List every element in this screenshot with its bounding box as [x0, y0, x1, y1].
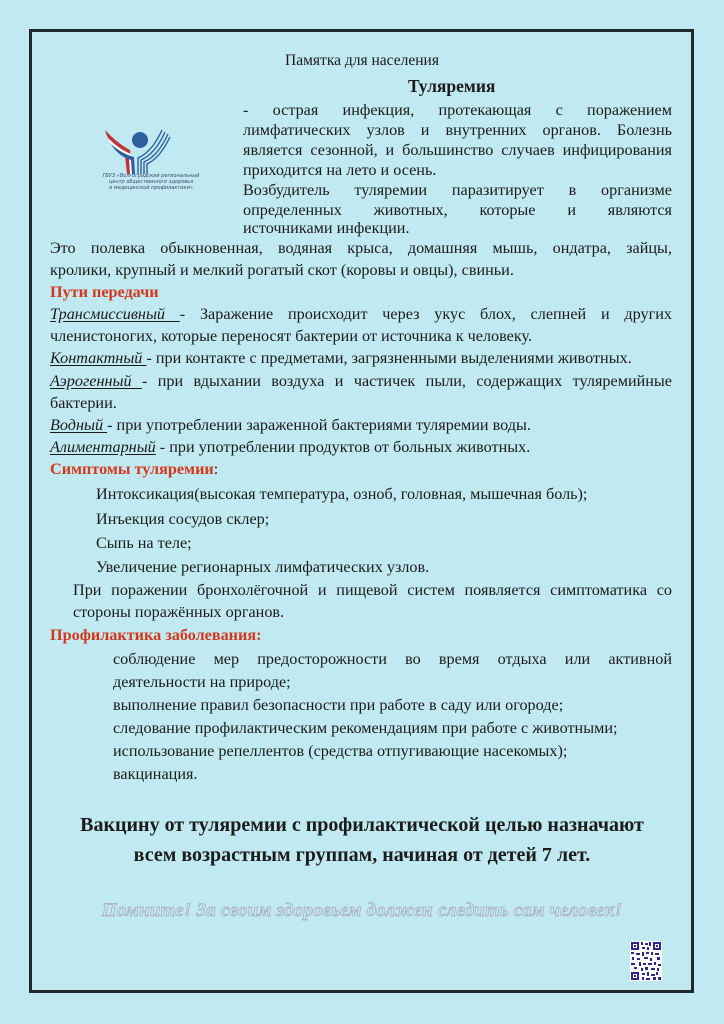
symptoms-note: При поражении бронхолёгочной и пищевой систем появляется симптоматика со [73, 581, 672, 599]
transmission-text: - при употреблении зараженной бактериями туляремии воды. [107, 416, 531, 434]
animals-line: кролики, крупный и мелкий рогатый скот (коровы и овцы), свиньи. [50, 261, 514, 279]
symptoms-heading-colon: : [213, 460, 219, 478]
logo-caption-line: ГБУЗ «Волгоградский региональный [102, 173, 200, 179]
transmission-item [50, 371, 672, 391]
transmission-term: Алиментарный [50, 438, 156, 456]
intro-line: - острая инфекция, протекающая с поражением [243, 101, 672, 119]
logo-caption [96, 173, 206, 191]
transmission-item [50, 437, 530, 457]
transmission-text: - при употреблении продуктов от больных животных. [155, 438, 531, 456]
transmission-item [50, 415, 531, 435]
transmission-cont: членистоногих, которые переносят бактерии от источника к человеку. [50, 327, 533, 345]
intro-line: определенных животных, которые и являются [243, 201, 672, 219]
transmission-text: - при вдыхании воздуха и частичек пыли, содержащих туляремийные [141, 372, 672, 390]
prevention-heading: Профилактика заболевания: [50, 626, 262, 644]
motto: Помните! За своим здоровьем должен следить сам человек! [101, 900, 623, 921]
intro-line: приходится на лето и осень. [243, 161, 437, 179]
transmission-text: - Заражение происходит через укус блох, слепней и других [179, 305, 672, 323]
transmission-item [50, 304, 672, 324]
transmission-term: Контактный [50, 349, 147, 367]
symptoms-heading [50, 459, 218, 479]
symptom-item: Увеличение регионарных лимфатических узлов. [96, 558, 430, 576]
intro-line: является сезонной, и большинство случаев инфицирования [243, 141, 672, 159]
transmission-item [50, 348, 632, 368]
transmission-term: Аэрогенный [50, 372, 142, 390]
qr-code-icon[interactable] [630, 941, 662, 981]
page-title: Туляремия [408, 76, 496, 96]
symptom-item: Инъекция сосудов склер; [96, 510, 270, 528]
prevention-item: вакцинация. [113, 765, 198, 783]
symptom-item: Сыпь на теле; [96, 534, 192, 552]
logo-caption-line: и медицинской профилактики» [109, 185, 193, 191]
intro-line: лимфатических узлов и внутренних органов. Болезнь [243, 121, 672, 139]
symptoms-note: стороны поражённых органов. [73, 603, 285, 621]
logo-caption-line: центр общественного здоровья [108, 179, 194, 185]
transmission-heading: Пути передачи [50, 283, 159, 301]
transmission-term: Водный [50, 416, 108, 434]
intro-line: источниками инфекции. [243, 219, 410, 237]
symptom-item: Интоксикация(высокая температура, озноб, головная, мышечная боль); [96, 485, 588, 503]
vaccine-note-line: всем возрастным группам, начиная от детей 7 лет. [133, 844, 591, 866]
animals-line: Это полевка обыкновенная, водяная крыса, домашняя мышь, ондатра, зайцы, [50, 239, 672, 257]
prevention-item: использование репеллентов (средства отпугивающие насекомых); [113, 742, 568, 760]
prevention-item: соблюдение мер предосторожности во время отдыха или активной [113, 650, 672, 668]
transmission-cont: бактерии. [50, 394, 117, 412]
intro-line: Возбудитель туляремии паразитирует в организме [243, 181, 672, 199]
page-subtitle: Памятка для населения [285, 52, 439, 69]
vaccine-note-line: Вакцину от туляремии с профилактической целью назначают [80, 814, 644, 836]
transmission-text: - при контакте с предметами, загрязненными выделениями животных. [146, 349, 632, 367]
prevention-item: деятельности на природе; [113, 673, 291, 691]
transmission-term: Трансмиссивный [50, 305, 180, 323]
prevention-item: выполнение правил безопасности при работе в саду или огороде; [113, 696, 564, 714]
symptoms-heading-text: Симптомы туляремии [50, 460, 214, 478]
prevention-item: следование профилактическим рекомендациям при работе с животными; [113, 719, 618, 737]
